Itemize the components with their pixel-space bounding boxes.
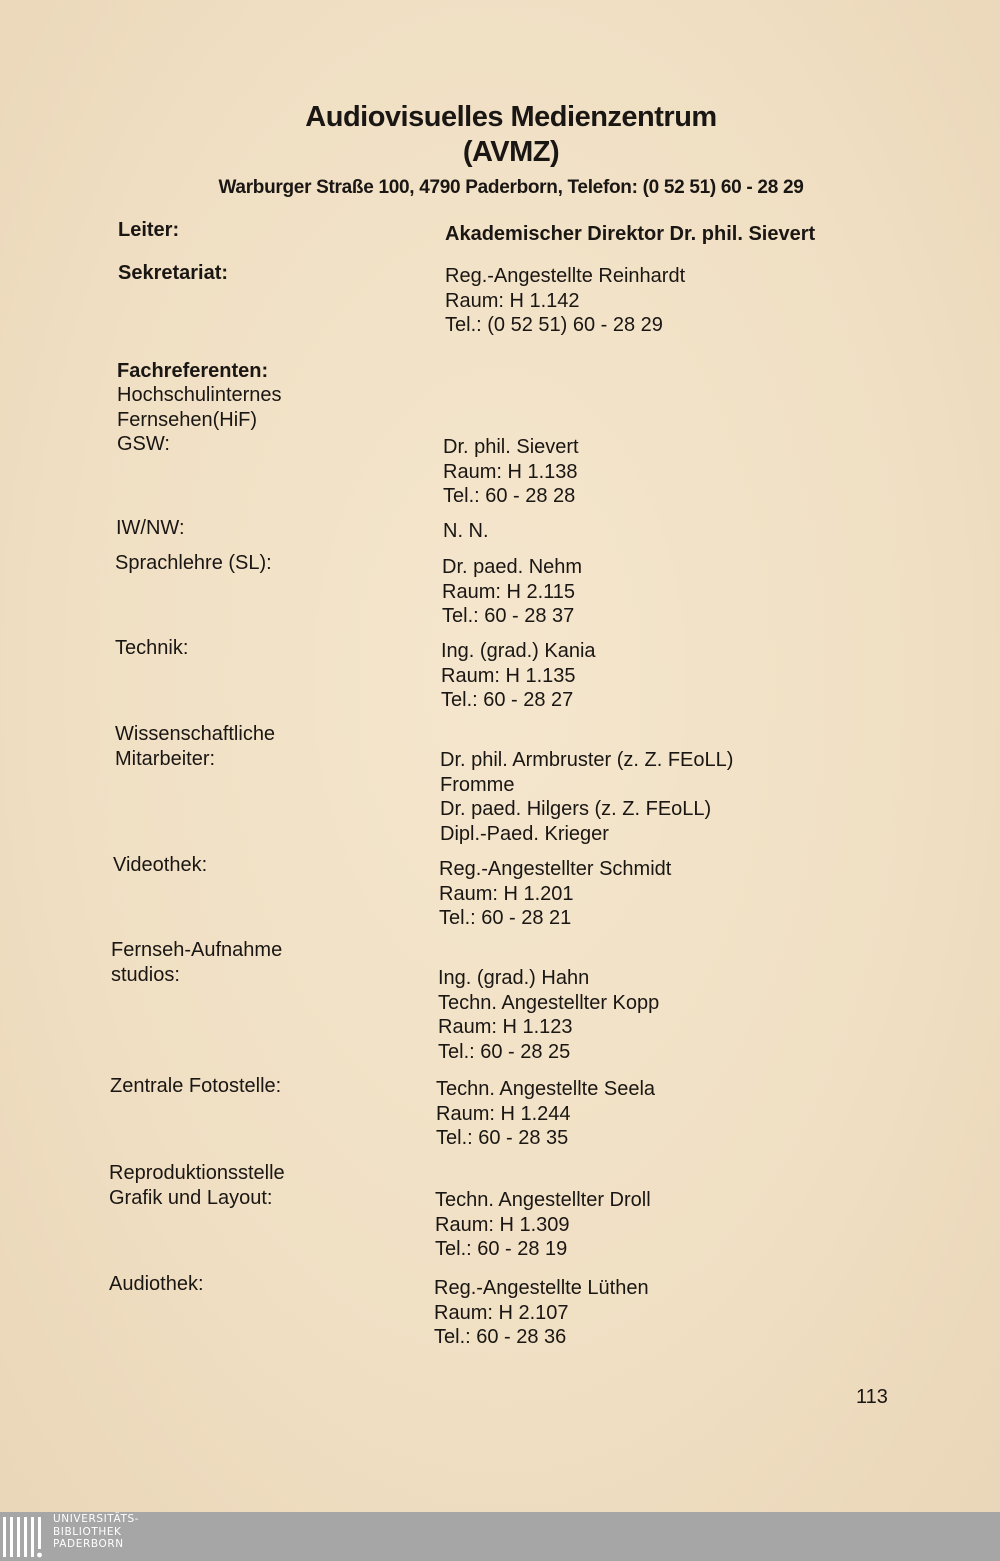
label-videothek: Videothek:: [113, 854, 208, 876]
library-logo-text: UNIVERSITÄTS- BIBLIOTHEK PADERBORN: [53, 1513, 140, 1550]
value-sekretariat: Reg.-Angestellte Reinhardt Raum: H 1.142 Tel.: (0 52 51) 60 - 28 29: [445, 265, 686, 336]
label-iw-nw: IW/NW:: [116, 517, 185, 539]
page-title-line-1: Audiovisuelles Medienzentrum: [305, 101, 717, 133]
label-sprachlehre: Sprachlehre (SL):: [115, 552, 272, 574]
label-fachreferenten: Fachreferenten:: [117, 360, 269, 382]
address-line: Warburger Straße 100, 4790 Paderborn, Telefon: (0 52 51) 60 - 28 29: [218, 177, 804, 198]
value-audiothek: Reg.-Angestellte Lüthen Raum: H 2.107 Tel.: 60 - 28 36: [434, 1277, 649, 1348]
label-zentrale-fotostelle: Zentrale Fotostelle:: [110, 1075, 282, 1097]
value-videothek: Reg.-Angestellter Schmidt Raum: H 1.201 Tel.: 60 - 28 21: [439, 858, 672, 929]
label-fernseh-aufnahme-studios: Fernseh-Aufnahme studios:: [111, 939, 283, 986]
label-wissenschaftliche-mitarbeiter: Wissenschaftliche Mitarbeiter:: [115, 723, 276, 770]
value-leiter: Akademischer Direktor Dr. phil. Sievert: [445, 223, 816, 245]
label-audiothek: Audiothek:: [109, 1273, 204, 1295]
value-technik: Ing. (grad.) Kania Raum: H 1.135 Tel.: 60 - 28 27: [441, 640, 596, 711]
value-wissenschaftliche-mitarbeiter: Dr. phil. Armbruster (z. Z. FEoLL) Fromme Dr. paed. Hilgers (z. Z. FEoLL) Dipl.-Paed. Krieger: [440, 749, 734, 845]
label-reproduktionsstelle: Reproduktionsstelle Grafik und Layout:: [109, 1162, 285, 1209]
label-leiter: Leiter:: [118, 219, 180, 241]
label-technik: Technik:: [115, 637, 189, 659]
library-footer-bar: [0, 1512, 1000, 1561]
value-reproduktionsstelle: Techn. Angestellter Droll Raum: H 1.309 Tel.: 60 - 28 19: [435, 1189, 651, 1260]
label-sekretariat: Sekretariat:: [118, 262, 229, 284]
label-hif-gsw: Hochschulinternes Fernsehen(HiF) GSW:: [117, 384, 282, 455]
value-fernseh-aufnahme-studios: Ing. (grad.) Hahn Techn. Angestellter Kopp Raum: H 1.123 Tel.: 60 - 28 25: [438, 967, 660, 1063]
value-sprachlehre: Dr. paed. Nehm Raum: H 2.115 Tel.: 60 - 28 37: [442, 556, 583, 627]
page-number: 113: [856, 1386, 888, 1408]
library-logo-icon: [2, 1515, 46, 1559]
page-title-line-2: (AVMZ): [462, 136, 560, 168]
value-iw-nw: N. N.: [443, 520, 489, 542]
value-gsw: Dr. phil. Sievert Raum: H 1.138 Tel.: 60 - 28 28: [443, 436, 579, 507]
value-zentrale-fotostelle: Techn. Angestellte Seela Raum: H 1.244 Tel.: 60 - 28 35: [436, 1078, 656, 1149]
